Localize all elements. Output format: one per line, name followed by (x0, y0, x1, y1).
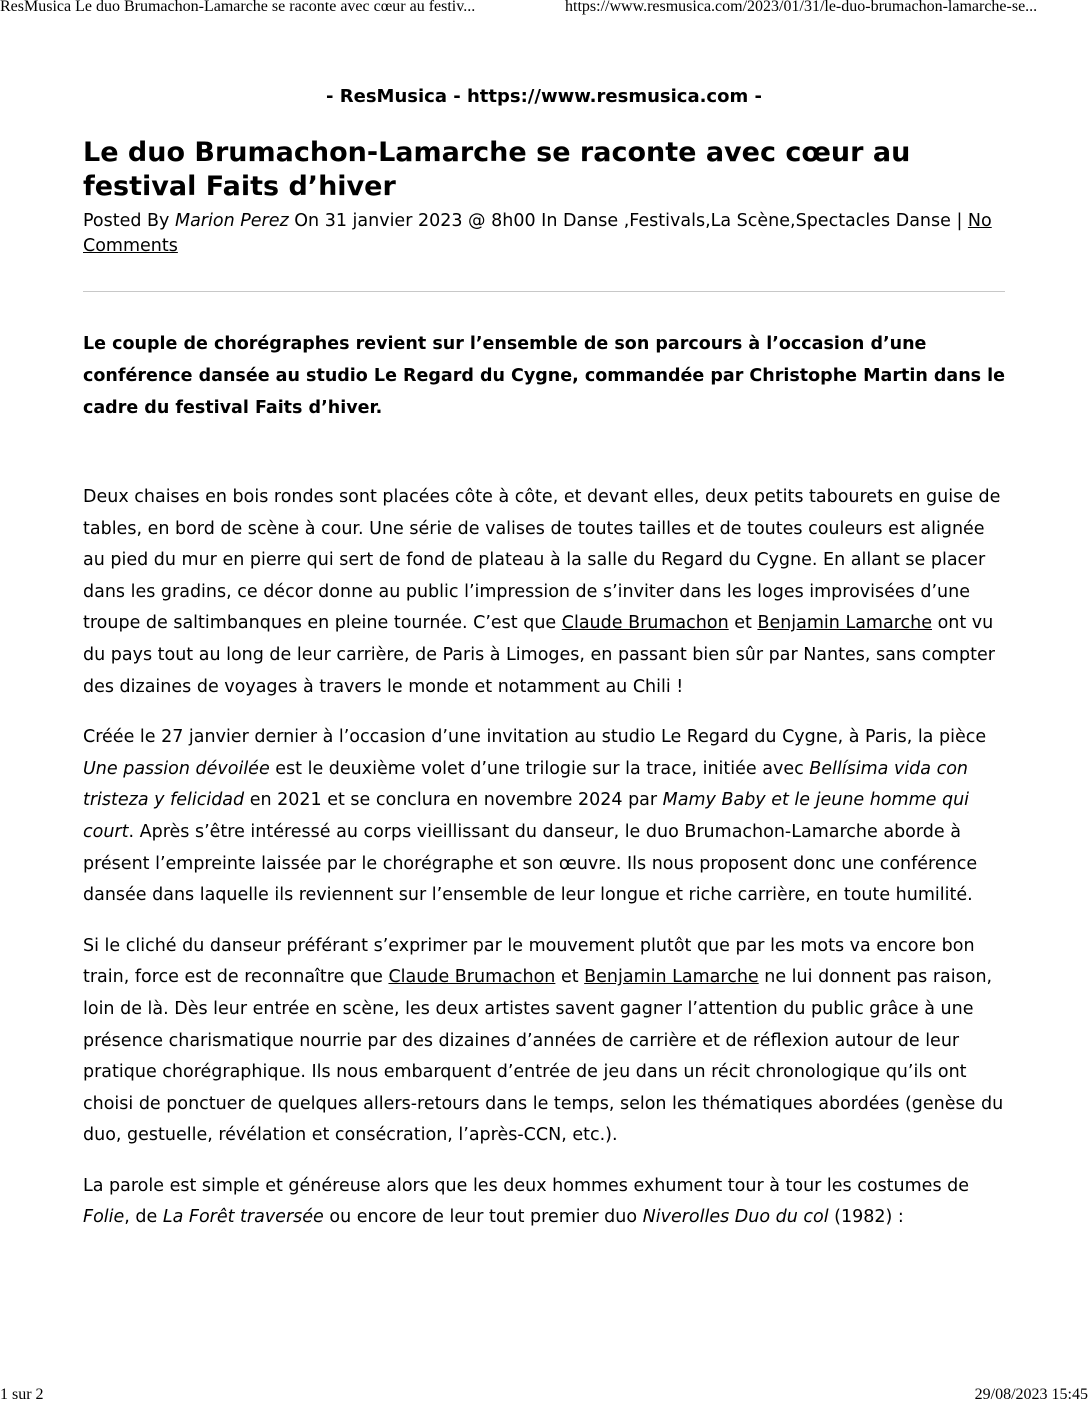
comments-link[interactable]: No Comments (83, 211, 992, 256)
work-title: Folie (83, 1207, 125, 1228)
author-name: Marion Perez (174, 211, 289, 231)
benjamin-lamarche-link[interactable]: Benjamin Lamarche (757, 613, 932, 634)
paragraph-text: ou encore de leur tout premier duo (323, 1207, 643, 1228)
claude-brumachon-link[interactable]: Claude Brumachon (388, 967, 556, 988)
paragraph-text: en 2021 et se conclura en novembre 2024 par (244, 790, 663, 811)
article-meta (83, 209, 1008, 259)
on-label: On (288, 211, 325, 231)
paragraph-text: et (728, 613, 758, 634)
meta-separator: | (950, 211, 968, 231)
paragraph-text: . Après s’être intéressé au corps vieillissant du danseur, le duo Brumachon-Lamarche aborde à présent l’empreinte laissée par le chorégraphe et son œuvre. Ils nous proposent donc une conférence dansée dans laquelle ils reviennent sur l’ensemble de leur longue et riche carrière, en toute humilité. (83, 821, 978, 906)
paragraph-text: est le deuxième volet d’une trilogie sur la trace, initiée avec (269, 758, 810, 779)
paragraph-text: La parole est simple et généreuse alors que les deux hommes exhument tour à tour les costumes de (83, 1175, 970, 1196)
article-title: Le duo Brumachon-Lamarche se raconte avec cœur au festival Faits d’hiver (83, 137, 911, 202)
print-footer-page: 1 sur 2 (0, 1386, 44, 1403)
benjamin-lamarche-link[interactable]: Benjamin Lamarche (584, 967, 759, 988)
paragraph-text: , de (124, 1207, 163, 1228)
post-date: 31 janvier 2023 @ 8h00 (324, 211, 536, 231)
divider (83, 291, 1005, 292)
paragraph-2 (83, 722, 1008, 912)
article-lead: Le couple de chorégraphes revient sur l’ensemble de son parcours à l’occasion d’une conférence dansée au studio Le Regard du Cygne, commandée par Christophe Martin dans le cadre du festival Faits d’hiver. (83, 334, 1006, 418)
site-line: - ResMusica - https://www.resmusica.com - (326, 86, 762, 107)
paragraph-text: et (555, 967, 585, 988)
work-title: Une passion dévoilée (83, 758, 270, 779)
paragraph-1 (83, 482, 1008, 703)
paragraph-text: Deux chaises en bois rondes sont placées côte à côte, et devant elles, deux petits tabourets en guise de tables, en bord de scène à cour. Une série de valises de toutes tailles et de toutes couleurs est alignée au pied du mur en pierre qui sert de fond de plateau à la salle du Regard du Cygne. En allant se placer dans les gradins, ce décor donne au public l’impression de s’inviter dans les loges improvisées d’une troupe de saltimbanques en pleine tournée. C’est que (83, 487, 1001, 634)
paragraph-text: Créée le 27 janvier dernier à l’occasion d’une invitation au studio Le Regard du Cygne, à Paris, la pièce (83, 727, 987, 748)
paragraph-text: ont vu du pays tout au long de leur carrière, de Paris à Limoges, en passant bien sûr par Nantes, sans compter des dizaines de voyages à travers le monde et notamment au Chili ! (83, 613, 995, 697)
article (83, 136, 1008, 1234)
work-title: Niverolles Duo du col (642, 1207, 829, 1228)
paragraph-4 (83, 1171, 1008, 1234)
posted-by-label: Posted By (83, 211, 175, 231)
print-header-url: https://www.resmusica.com/2023/01/31/le-duo-brumachon-lamarche-se... (565, 0, 1038, 15)
paragraph-3 (83, 931, 1008, 1152)
post-categories: Danse ,Festivals,La Scène,Spectacles Danse (563, 211, 951, 231)
print-footer-datetime: 29/08/2023 15:45 (974, 1386, 1088, 1403)
article-body (83, 482, 1008, 1234)
paragraph-text: Si le cliché du danseur préférant s’exprimer par le mouvement plutôt que par les mots va encore bon train, force est de reconnaître que (83, 935, 975, 988)
paragraph-text: ne lui donnent pas raison, loin de là. Dès leur entrée en scène, les deux artistes savent gagner l’attention du public grâce à une présence charismatique nourrie par des dizaines d’années de carrière et de réflexion autour de leur pratique chorégraphique. Ils nous embarquent d’entrée de jeu dans un récit chronologique qu’ils ont choisi de ponctuer de quelques allers-retours dans le temps, selon les thématiques abordées (genèse du duo, gestuelle, révélation et consécration, l’après-CCN, etc.). (83, 967, 1004, 1146)
print-header-title: ResMusica Le duo Brumachon-Lamarche se raconte avec cœur au festiv... (0, 0, 476, 15)
work-title: La Forêt traversée (162, 1207, 324, 1228)
in-label: In (535, 211, 563, 231)
work-title: Bellísima vida con tristeza y felicidad (83, 758, 968, 811)
work-title: Mamy Baby et le jeune homme qui court (83, 790, 970, 842)
claude-brumachon-link[interactable]: Claude Brumachon (561, 613, 729, 634)
paragraph-text: (1982) : (828, 1207, 904, 1228)
